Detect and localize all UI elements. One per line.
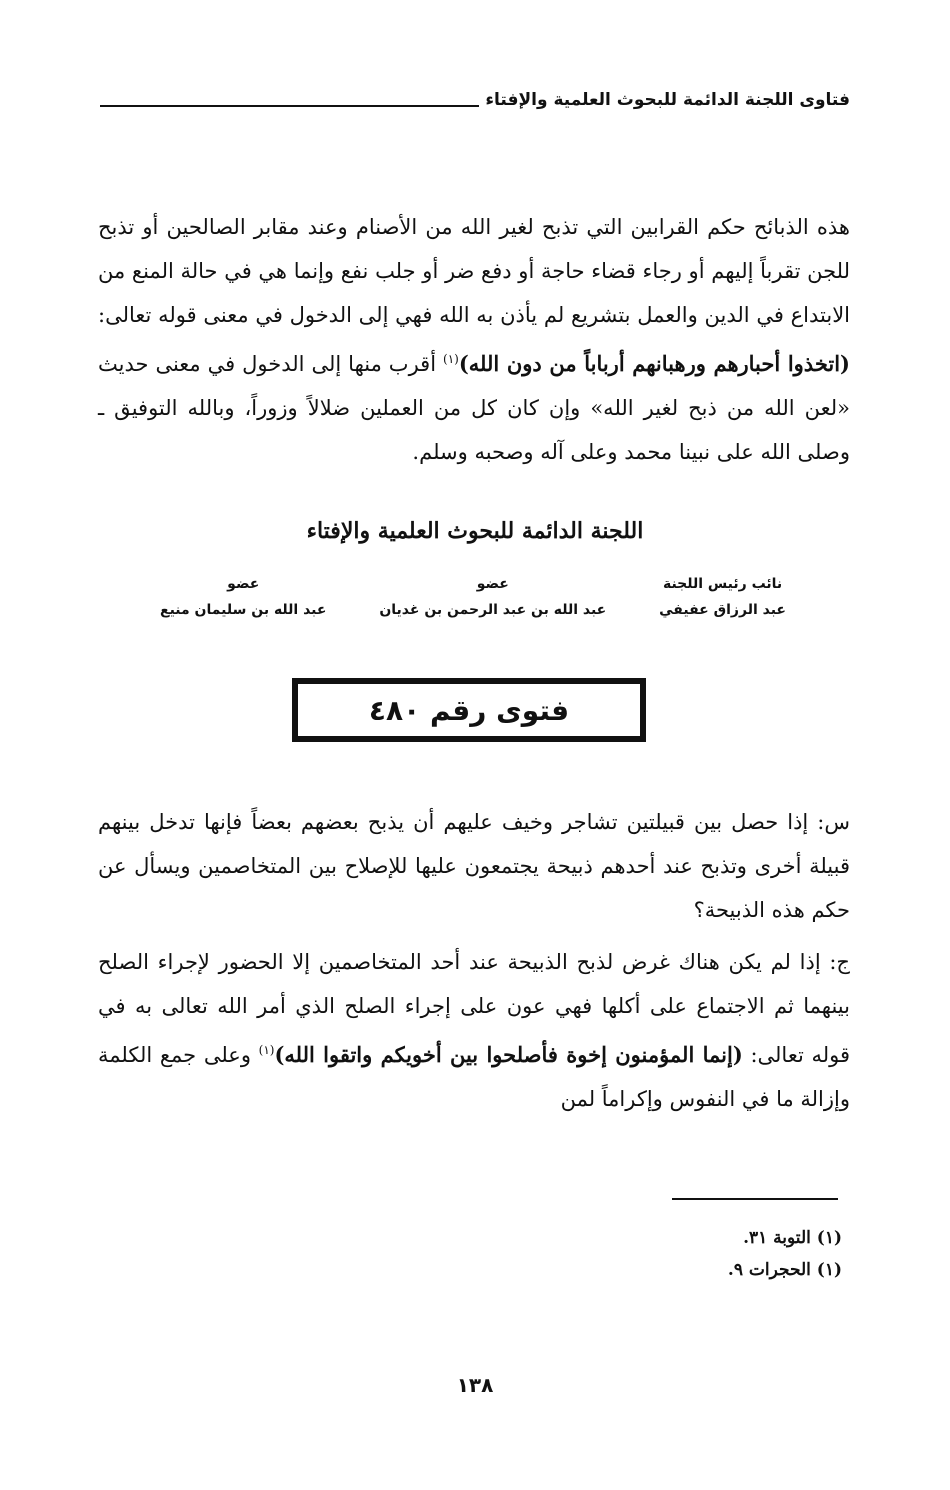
footnotes <box>728 1222 842 1286</box>
quran-verse: (إنما المؤمنون إخوة فأصلحوا بين أخويكم واتقوا الله) <box>274 1042 743 1067</box>
running-header-title: فتاوى اللجنة الدائمة للبحوث العلمية والإفتاء <box>485 90 850 110</box>
fatwa-number-title: فتوى رقم ٤٨٠ <box>368 693 570 727</box>
footnote-marker: (١) <box>443 352 459 366</box>
footnote-marker: (١) <box>258 1043 275 1057</box>
fatwa-question: س: إذا حصل بين قبيلتين تشاجر وخيف عليهم أن يذبح بعضهم بعضاً فإنها تدخل بينهم قبيلة أخرى وتذبح عند أحدهم ذبيحة يجتمعون عليها للإصلاح بين المتخاصمين ويسأل عن حكم هذه الذبيحة؟ <box>98 810 850 922</box>
committee-signatures <box>160 572 786 624</box>
page-number: ١٣٨ <box>456 1373 494 1397</box>
signature-name: عبد الله بن عبد الرحمن بن غديان <box>379 602 607 618</box>
quran-verse: (اتخذوا أحبارهم ورهبانهم أرباباً من دون الله) <box>458 351 850 376</box>
signature-role: عضو <box>476 576 509 592</box>
footnote-item: (١) التوبة ٣١. <box>743 1228 842 1248</box>
fatwa-answer <box>98 940 850 1121</box>
signature-role: عضو <box>227 576 260 592</box>
signature-vice-chairman <box>659 572 786 624</box>
paragraph-end-text: أقرب منها إلى الدخول في معنى حديث «لعن الله من ذبح لغير الله» وإن كان كل من العملين ضلالاً وزوراً، وبالله التوفيق ـ وصلى الله على نبينا محمد وعلى آله وصحبه وسلم. <box>98 352 850 464</box>
committee-title: اللجنة الدائمة للبحوث العلمية والإفتاء <box>306 518 644 544</box>
signature-role: نائب رئيس اللجنة <box>662 576 783 592</box>
running-header <box>100 92 850 109</box>
running-header-rule <box>100 105 479 107</box>
footnote-separator <box>672 1198 838 1200</box>
paragraph-start-text: هذه الذبائح حكم القرابين التي تذبح لغير الله من الأصنام وعند مقابر الصالحين أو تذبح للجن تقرباً إليهم أو رجاء قضاء حاجة أو دفع ضر أو جلب نفع وإنما هي في حالة المنع من الابتداع في الدين والعمل بتشريع لم يأذن به الله فهي إلى الدخول في معنى قوله تعالى: <box>98 215 850 327</box>
signature-name: عبد الله بن سليمان منيع <box>160 602 327 618</box>
signature-name: عبد الرزاق عفيفي <box>659 602 786 618</box>
fatwa-number-box <box>292 678 646 742</box>
answer-end-text: وعلى جمع الكلمة وإزالة ما في النفوس وإكراماً لمن <box>98 1043 850 1111</box>
previous-fatwa-paragraph <box>98 205 850 474</box>
signature-member-ghudayan <box>379 572 606 624</box>
signature-member-manie <box>160 572 326 624</box>
answer-start-text: ج: إذا لم يكن هناك غرض لذبح الذبيحة عند أحد المتخاصمين إلا الحضور لإجراء الصلح بينهما ثم الاجتماع على أكلها فهي عون على إجراء الصلح الذي أمر الله تعالى به في قوله تعالى: <box>98 950 851 1067</box>
footnote-item: (١) الحجرات ٩. <box>727 1260 842 1280</box>
